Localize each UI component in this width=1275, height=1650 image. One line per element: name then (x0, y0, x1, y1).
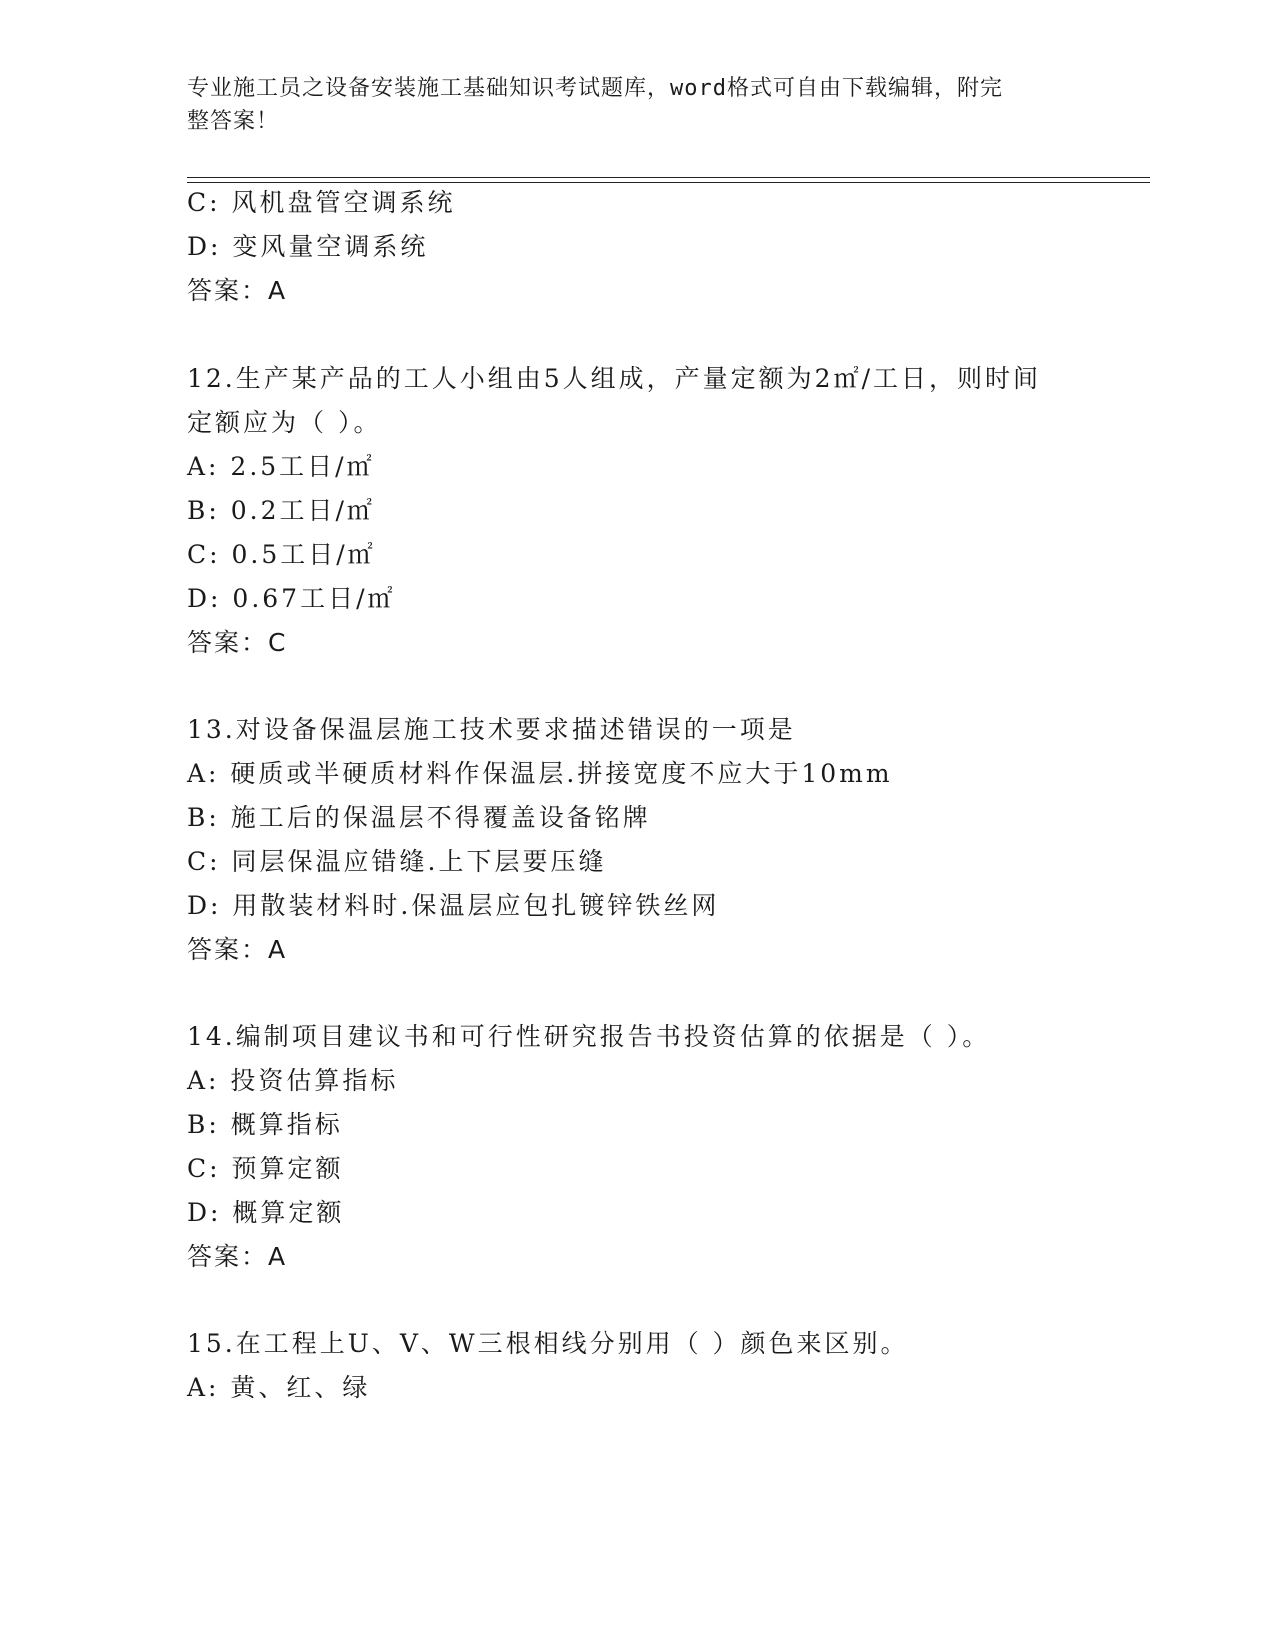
answer-line: 答案：C (187, 628, 288, 657)
answer-line: 答案：A (187, 276, 288, 305)
question-line: 14.编制项目建议书和可行性研究报告书投资估算的依据是（ ）。 (187, 1022, 991, 1051)
question-line: 13.对设备保温层施工技术要求描述错误的一项是 (187, 715, 796, 744)
option-line: B: 施工后的保温层不得覆盖设备铭牌 (187, 803, 651, 832)
option-line: D: 用散装材料时.保温层应包扎镀锌铁丝网 (187, 891, 720, 920)
option-line: A: 黄、红、绿 (187, 1373, 371, 1402)
answer-line: 答案：A (187, 1242, 288, 1271)
document-header (187, 72, 1087, 138)
option-line: B: 概算指标 (187, 1110, 343, 1139)
question-line: 定额应为（ ）。 (187, 408, 382, 437)
question-line: 12.生产某产品的工人小组由5人组成，产量定额为2㎡/工日，则时间 (187, 364, 1041, 393)
option-line: C: 0.5工日/㎡ (187, 540, 376, 569)
header-title-line1: 专业施工员之设备安装施工基础知识考试题库，word格式可自由下载编辑，附完 (187, 76, 1003, 101)
option-line: A: 硬质或半硬质材料作保温层.拼接宽度不应大于10mm (187, 759, 893, 788)
option-line: B: 0.2工日/㎡ (187, 496, 375, 525)
header-title-line2: 整答案！ (187, 109, 280, 134)
header-divider-bottom (187, 182, 1150, 183)
option-line: A: 2.5工日/㎡ (187, 452, 375, 481)
question-line: 15.在工程上U、V、W三根相线分别用（ ）颜色来区别。 (187, 1329, 909, 1358)
option-line: D: 概算定额 (187, 1198, 345, 1227)
option-line: D: 变风量空调系统 (187, 232, 429, 261)
option-line: D: 0.67工日/㎡ (187, 584, 396, 613)
option-line: C: 同层保温应错缝.上下层要压缝 (187, 847, 607, 876)
option-line: C: 预算定额 (187, 1154, 344, 1183)
header-divider-top (187, 177, 1150, 178)
answer-line: 答案：A (187, 935, 288, 964)
option-line: A: 投资估算指标 (187, 1066, 399, 1095)
option-line: C: 风机盘管空调系统 (187, 188, 456, 217)
